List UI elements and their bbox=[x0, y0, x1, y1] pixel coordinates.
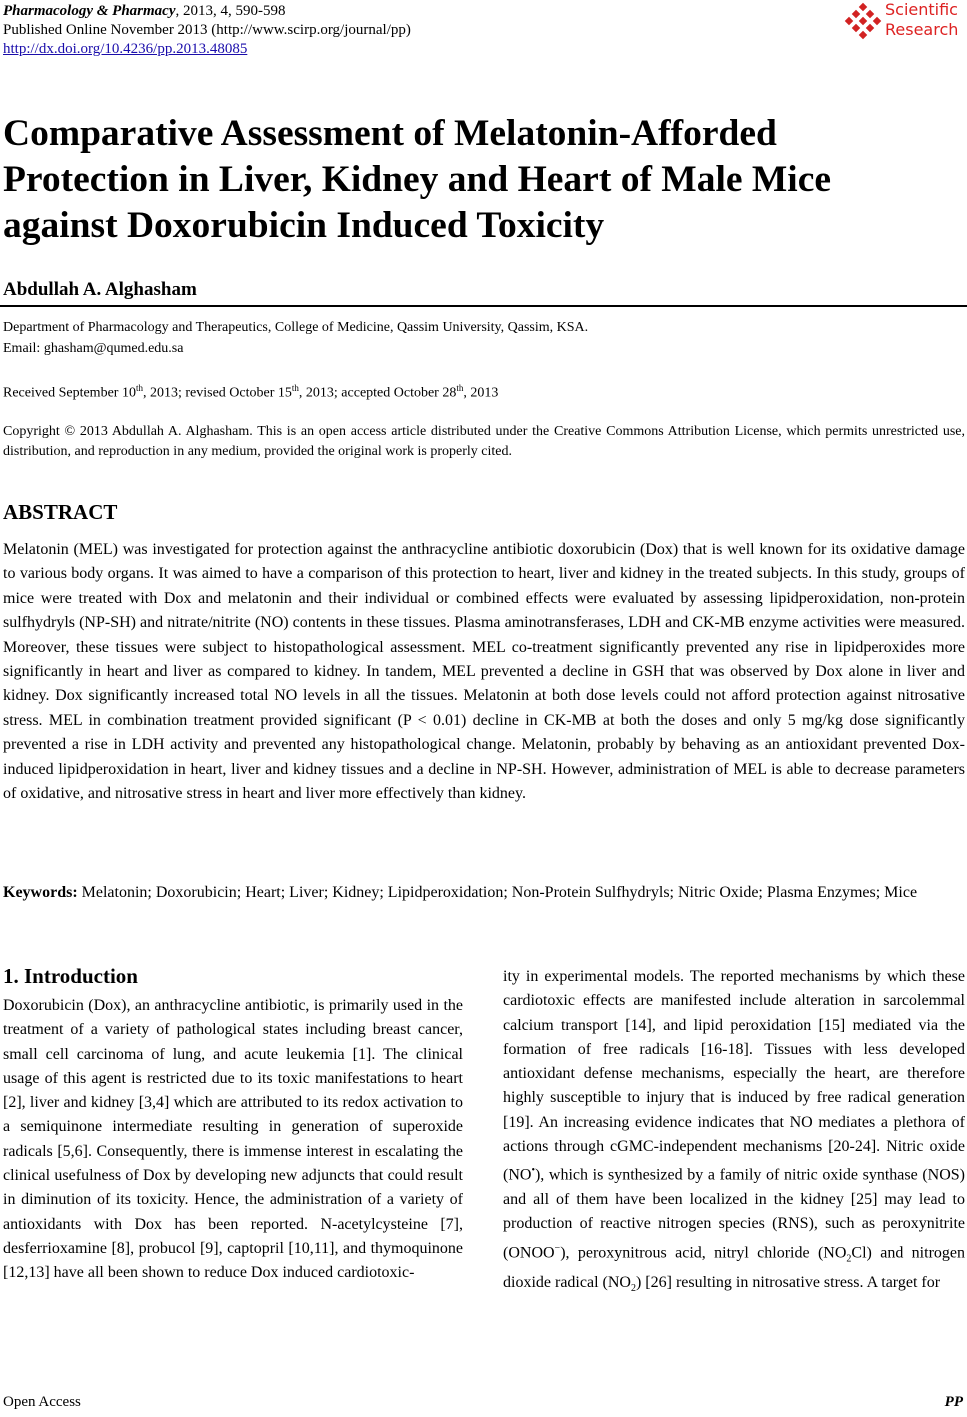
logo-line1: Scientific bbox=[885, 0, 958, 19]
intro-left-column: Doxorubicin (Dox), an anthracycline antibiotic, is primarily used in the treatment of a variety of pathological states including breast cancer, small cell carcinoma of lung, and acute leukemia [1]. The clinical usage of this agent is restricted due to its toxic manifestations to heart [2], liver and kidney [3,4] which are attributed to its redox activation to a semiquinone intermediate resulting in generation of superoxide radicals [5,6]. Consequently, there is immense interest in escalating the clinical usefulness of Dox by developing new adjuncts that could result in diminution of its toxicity. Hence, the administration of a variety of antioxidants with Dox has been reported. N-acetylcysteine [7], desferrioxamine [8], probucol [9], captopril [10,11], and thymoquinone [12,13] have all been shown to reduce Dox induced cardiotoxic- bbox=[3, 997, 463, 1282]
journal-header bbox=[3, 2, 411, 59]
logo-line2: Research bbox=[885, 20, 959, 39]
keywords-label: Keywords: bbox=[3, 884, 78, 901]
abstract-text: Melatonin (MEL) was investigated for protection against the anthracycline antibiotic doxorubicin (Dox) that is well known for its oxidative damage to various body organs. It was aimed to have a comparison of this protection to heart, liver and kidney in the treated subjects. In this study, groups of mice were treated with Dox and melatonin and their individual or combined effects were evaluated by assessing lipidperoxidation, non-protein sulfhydryls (NP-SH) and nitrate/nitrite (NO) contents in these tissues. Plasma aminotransferases, LDH and CK-MB enzyme activities were measured. Moreover, these tissues were subject to histopathological assessment. MEL co-treatment significantly prevented any rise in lipidperoxides more significantly in heart and liver as compared to kidney. In tandem, MEL prevented a decline in GSH that was observed by Dox alone in liver and kidney. Dox significantly increased total NO levels in all the tissues. Melatonin at both dose levels could not afford protection against nitrosative stress. MEL in combination treatment provided significant (P < 0.01) decline in CK-MB at both the doses and only 5 mg/kg dose significantly prevented a rise in LDH activity and prevented any histopathological change. Melatonin, probably by behaving as an antioxidant prevented Dox-induced lipidperoxidation in heart, liver and kidney tissues and a decline in NP-SH. However, administration of MEL is able to decrease parameters of oxidative, and nitrosative stress in heart and liver more effectively than kidney. bbox=[3, 541, 965, 803]
intro-right-column: ity in experimental models. The reported mechanisms by which these cardiotoxic effects are manifested include alteration in sarcolemmal calcium transport [14], and lipid peroxidation [15] mediated via the formation of free radicals [16-18]. Tissues with less developed antioxidant defense mechanisms, especially the heart, are therefore highly susceptible to injury that is induced by free radical generation [19]. An increasing evidence indicates that NO mediates a plethora of actions through cGMC-independent mechanisms [20-24]. Nitric oxide (NO•), which is synthesized by a family of nitric oxide synthase (NOS) and all of them have been localized in the kidney [25] may lead to production of reactive nitrogen species (RNS), such as peroxynitrite (ONOO−), peroxynitrous acid, nitryl chloride $(NO_2Cl)$ and nitrogen dioxide radical $(NO_2)$ [26] resulting in nitrosative stress. A target for bbox=[503, 968, 966, 1295]
footer-open-access: Open Access bbox=[3, 1394, 81, 1410]
journal-volume: , 2013, 4, 590-598 bbox=[175, 3, 286, 19]
received-dates: Received September 10th, 2013; revised October 15th, 2013; accepted October 28th, 2013 bbox=[3, 383, 499, 401]
email: Email: ghasham@qumed.edu.sa bbox=[3, 341, 184, 356]
published-line: Published Online November 2013 (http://www.scirp.org/journal/pp) bbox=[3, 22, 411, 38]
author-name: Abdullah A. Alghasham bbox=[3, 279, 197, 300]
footer-journal-abbrev: PP bbox=[944, 1394, 963, 1410]
paper-title: Comparative Assessment of Melatonin-Afforded Protection in Liver, Kidney and Heart of Male Mice against Doxorubicin Induced Toxicity bbox=[3, 113, 831, 246]
affiliation: Department of Pharmacology and Therapeutics, College of Medicine, Qassim University, Qassim, KSA. bbox=[3, 320, 589, 335]
keywords-list: Melatonin; Doxorubicin; Heart; Liver; Kidney; Lipidperoxidation; Non-Protein Sulfhydryls; Nitric Oxide; Plasma Enzymes; Mice bbox=[81, 884, 918, 901]
keywords bbox=[3, 881, 965, 905]
logo-text bbox=[885, 0, 958, 40]
title-rule bbox=[0, 305, 967, 307]
scientific-research-logo-icon bbox=[843, 2, 883, 42]
introduction-heading: 1. Introduction bbox=[3, 964, 138, 988]
journal-name: Pharmacology & Pharmacy bbox=[3, 3, 176, 19]
copyright-notice: Copyright © 2013 Abdullah A. Alghasham. This is an open access article distributed under the Creative Commons Attribution License, which permits unrestricted use, distribution, and reproduction in any medium, provided the original work is properly cited. bbox=[3, 424, 965, 459]
publisher-logo bbox=[843, 0, 963, 44]
abstract-heading: ABSTRACT bbox=[3, 500, 118, 524]
doi-link[interactable]: http://dx.doi.org/10.4236/pp.2013.48085 bbox=[3, 41, 248, 57]
